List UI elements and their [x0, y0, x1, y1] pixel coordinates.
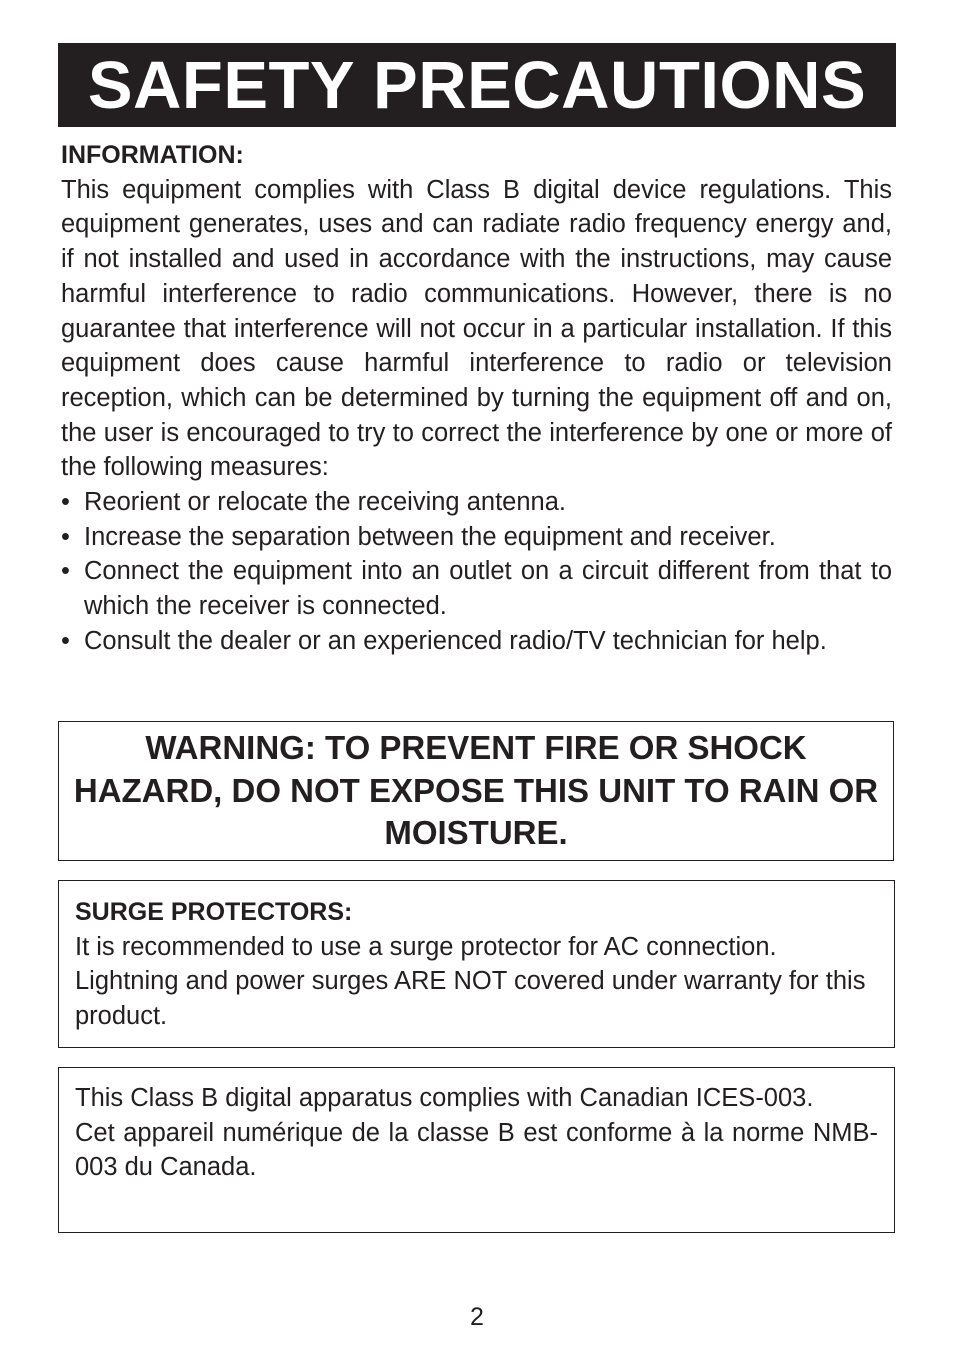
page-number: 2 [470, 1303, 484, 1331]
list-item-text: Consult the dealer or an experienced radio/TV technician for help. [84, 626, 827, 655]
surge-text: It is recommended to use a surge protector for AC connection. Lightning and power surges ARE NOT covered under warranty for this product. [75, 932, 866, 1031]
canada-compliance-box [58, 1067, 895, 1233]
list-item-text: Increase the separation between the equipment and receiver. [84, 522, 776, 551]
title-banner [58, 43, 896, 127]
canada-french-text: Cet appareil numérique de la classe B est conforme à la norme NMB-003 du Canada. [75, 1118, 878, 1182]
list-item [61, 520, 892, 555]
list-item [61, 485, 892, 520]
surge-protectors-box [58, 880, 895, 1048]
warning-box [58, 721, 894, 861]
warning-text: WARNING: TO PREVENT FIRE OR SHOCK HAZARD, DO NOT EXPOSE THIS UNIT TO RAIN OR MOISTURE. [73, 729, 879, 852]
bullet-icon: • [61, 522, 70, 551]
surge-heading: SURGE PROTECTORS: [75, 898, 353, 926]
list-item-text: Connect the equipment into an outlet on a circuit different from that to which the receiver is connected. [84, 557, 892, 621]
bullet-icon: • [61, 557, 70, 586]
bullet-icon: • [61, 626, 70, 655]
bullet-icon: • [61, 488, 70, 517]
information-heading: INFORMATION: [61, 141, 244, 169]
page-title: SAFETY PRECAUTIONS [87, 47, 867, 123]
information-paragraph: This equipment complies with Class B digital device regulations. This equipment generates, uses and can radiate radio frequency energy and, if not installed and used in accordance with the instructions, may cause harmful interference to radio communications. However, there is no guarantee that interference will not occur in a particular installation. If this equipment does cause harmful interference to radio or television reception, which can be determined by turning the equipment off and on, the user is encouraged to try to correct the interference by one or more of the following measures: [61, 175, 892, 482]
information-section [61, 138, 892, 659]
list-item-text: Reorient or relocate the receiving antenna. [84, 488, 566, 517]
measures-list [61, 485, 892, 659]
canada-english-text: This Class B digital apparatus complies with Canadian ICES-003. [75, 1084, 814, 1112]
list-item [61, 554, 892, 623]
list-item [61, 624, 892, 659]
